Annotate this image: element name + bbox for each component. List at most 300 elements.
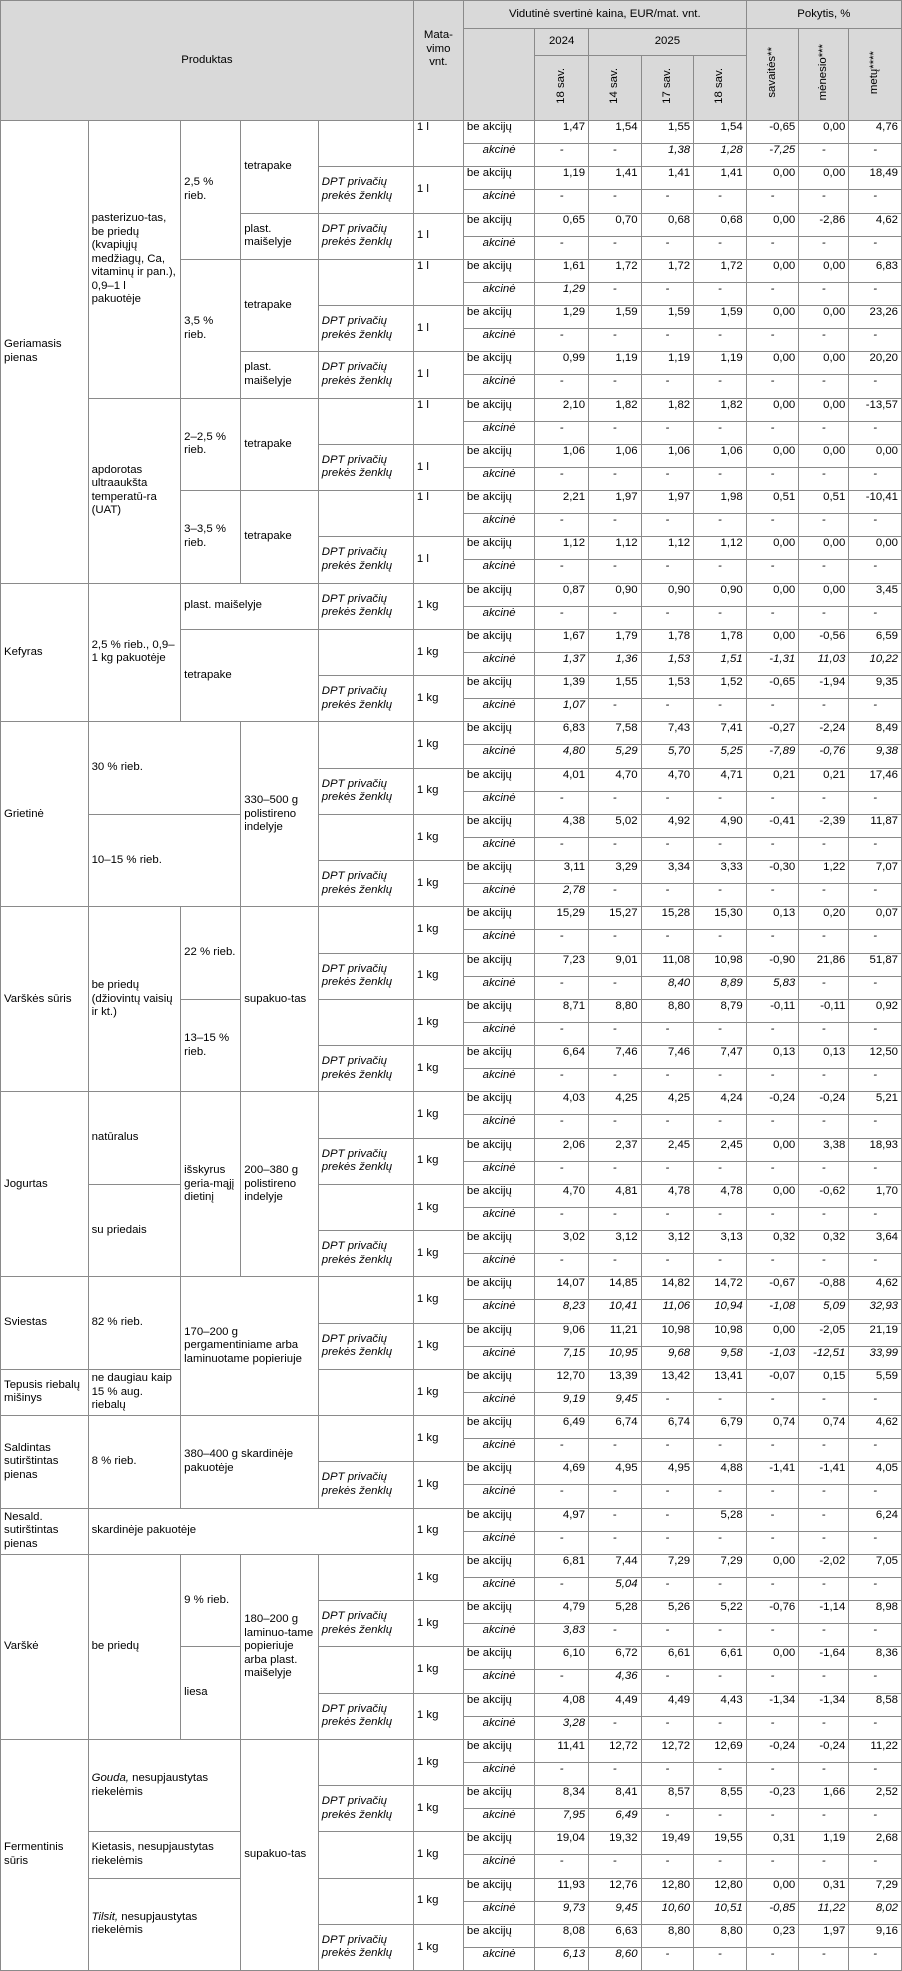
price-cell: - [535, 1161, 589, 1184]
price-cell: 4,49 [589, 1693, 642, 1716]
change-cell: - [799, 1716, 849, 1739]
change-cell: - [799, 1115, 849, 1138]
price-cell: 11,06 [641, 1300, 694, 1323]
price-cell: 4,78 [641, 1184, 694, 1207]
change-cell: 4,62 [849, 1416, 902, 1439]
price-cell: - [589, 930, 642, 953]
price-cell: 5,28 [694, 1508, 747, 1531]
price-type-label: akcinė [463, 699, 534, 722]
price-cell: - [589, 1716, 642, 1739]
change-cell: - [746, 375, 799, 398]
change-cell: -0,90 [746, 953, 799, 976]
brand-label: DPT privačių prekės ženklų [318, 1693, 413, 1739]
price-cell: - [535, 837, 589, 860]
unit-cell: 1 kg [413, 1138, 463, 1184]
change-cell: -0,11 [746, 999, 799, 1022]
brand-cell [318, 1832, 413, 1878]
change-cell: - [799, 1207, 849, 1230]
price-cell: 10,94 [694, 1300, 747, 1323]
price-type-label: be akcijų [463, 398, 534, 421]
price-type-label: be akcijų [463, 121, 534, 144]
price-cell: - [694, 884, 747, 907]
change-cell: 0,00 [746, 213, 799, 236]
pack-label: plast. maišelyje [241, 213, 319, 259]
brand-cell [318, 491, 413, 537]
change-cell: 9,38 [849, 745, 902, 768]
price-cell: 4,69 [535, 1462, 589, 1485]
header-unit: Mata-vimo vnt. [413, 1, 463, 121]
unit-cell: 1 kg [413, 1231, 463, 1277]
price-type-label: be akcijų [463, 491, 534, 514]
price-cell: 3,29 [589, 861, 642, 884]
brand-label: DPT privačių prekės ženklų [318, 1786, 413, 1832]
subgroup-label: be priedų (džiovintų vaisių ir kt.) [88, 907, 181, 1092]
change-cell: - [746, 1022, 799, 1045]
group-label: Sviestas [1, 1277, 89, 1370]
price-cell: 1,38 [641, 144, 694, 167]
unit-cell: 1 kg [413, 1878, 463, 1924]
price-cell: 10,95 [589, 1346, 642, 1369]
price-cell: - [694, 1947, 747, 1970]
price-cell: - [589, 144, 642, 167]
price-cell: 1,98 [694, 491, 747, 514]
change-cell: - [746, 1577, 799, 1600]
price-cell: 7,23 [535, 953, 589, 976]
price-cell: - [641, 1809, 694, 1832]
change-cell: 0,00 [799, 121, 849, 144]
unit-cell: 1 kg [413, 1832, 463, 1878]
price-type-label: be akcijų [463, 167, 534, 190]
price-cell: - [589, 190, 642, 213]
price-cell: - [589, 1161, 642, 1184]
price-cell: 7,46 [589, 1046, 642, 1069]
price-cell: 1,19 [694, 352, 747, 375]
price-cell: 9,01 [589, 953, 642, 976]
price-cell: 5,22 [694, 1601, 747, 1624]
unit-cell: 1 kg [413, 1647, 463, 1693]
change-cell: 3,45 [849, 583, 902, 606]
price-cell: - [589, 1762, 642, 1785]
price-cell: - [589, 375, 642, 398]
change-cell: -1,41 [746, 1462, 799, 1485]
price-type-label: be akcijų [463, 1554, 534, 1577]
fat-label: 22 % rieb. [181, 907, 241, 1000]
change-cell: - [849, 329, 902, 352]
change-cell: - [849, 282, 902, 305]
price-cell: - [535, 1115, 589, 1138]
price-cell: - [641, 282, 694, 305]
price-cell: - [694, 282, 747, 305]
change-cell: - [849, 144, 902, 167]
price-cell: 8,23 [535, 1300, 589, 1323]
price-cell: - [694, 1624, 747, 1647]
price-cell: 1,12 [694, 537, 747, 560]
price-type-label: akcinė [463, 1855, 534, 1878]
price-cell: 4,25 [641, 1092, 694, 1115]
unit-cell: 1 l [413, 306, 463, 352]
price-cell: 12,69 [694, 1739, 747, 1762]
change-cell: 0,00 [799, 352, 849, 375]
price-cell: - [694, 329, 747, 352]
table-row [1, 1554, 902, 1577]
unit-cell: 1 kg [413, 1739, 463, 1785]
price-cell: 2,78 [535, 884, 589, 907]
unit-cell: 1 l [413, 213, 463, 259]
price-cell: 19,04 [535, 1832, 589, 1855]
price-cell: - [535, 606, 589, 629]
change-cell: - [746, 1762, 799, 1785]
change-cell: -1,41 [799, 1462, 849, 1485]
change-cell: 0,00 [746, 259, 799, 282]
price-cell: 1,28 [694, 144, 747, 167]
change-cell: - [799, 1531, 849, 1554]
price-cell: - [694, 190, 747, 213]
price-cell: 6,61 [694, 1647, 747, 1670]
price-cell: - [641, 791, 694, 814]
change-cell: 1,22 [799, 861, 849, 884]
price-cell: - [589, 884, 642, 907]
header-price-group: Vidutinė svertinė kaina, EUR/mat. vnt. [463, 1, 746, 29]
price-cell: 11,08 [641, 953, 694, 976]
header-week: 17 sav. [641, 56, 694, 121]
change-cell: 0,31 [799, 1878, 849, 1901]
change-cell: 0,00 [849, 537, 902, 560]
brand-label: DPT privačių prekės ženklų [318, 768, 413, 814]
change-cell: -0,76 [746, 1601, 799, 1624]
change-cell: - [799, 1022, 849, 1045]
price-type-label: be akcijų [463, 1832, 534, 1855]
change-cell: - [849, 1022, 902, 1045]
change-cell: - [849, 930, 902, 953]
brand-label: DPT privačių prekės ženklų [318, 1138, 413, 1184]
price-cell: 13,42 [641, 1369, 694, 1392]
change-cell: - [746, 1485, 799, 1508]
price-cell: - [589, 699, 642, 722]
change-cell: 7,07 [849, 861, 902, 884]
price-cell: - [641, 1531, 694, 1554]
change-cell: - [746, 884, 799, 907]
price-type-label: akcinė [463, 375, 534, 398]
change-cell: - [746, 1809, 799, 1832]
unit-cell: 1 kg [413, 1323, 463, 1369]
price-cell: - [535, 791, 589, 814]
brand-cell [318, 259, 413, 305]
change-cell: 8,98 [849, 1601, 902, 1624]
price-type-label: be akcijų [463, 583, 534, 606]
change-cell: -0,07 [746, 1369, 799, 1392]
change-cell: -0,24 [746, 1739, 799, 1762]
change-cell: - [799, 514, 849, 537]
price-cell: 3,28 [535, 1716, 589, 1739]
price-cell: 1,97 [641, 491, 694, 514]
unit-cell: 1 l [413, 444, 463, 490]
price-cell: - [641, 1254, 694, 1277]
fat-label: 2–2,5 % rieb. [181, 398, 241, 491]
change-cell: -2,24 [799, 722, 849, 745]
price-cell: - [641, 930, 694, 953]
change-cell: - [849, 190, 902, 213]
price-cell: 0,90 [641, 583, 694, 606]
price-cell: 0,68 [641, 213, 694, 236]
header-week: 14 sav. [589, 56, 642, 121]
price-cell: - [694, 791, 747, 814]
price-cell: 7,43 [641, 722, 694, 745]
change-cell: 0,00 [799, 306, 849, 329]
price-cell: 2,06 [535, 1138, 589, 1161]
change-cell: 0,00 [799, 167, 849, 190]
change-cell: - [746, 1624, 799, 1647]
price-cell: - [641, 1439, 694, 1462]
price-cell: 3,11 [535, 861, 589, 884]
change-cell: -1,31 [746, 652, 799, 675]
change-cell: 1,19 [799, 1832, 849, 1855]
change-cell: -1,14 [799, 1601, 849, 1624]
price-cell: - [535, 1485, 589, 1508]
change-cell: - [799, 1508, 849, 1531]
unit-cell: 1 kg [413, 1462, 463, 1508]
price-cell: 9,45 [589, 1901, 642, 1924]
brand-cell [318, 907, 413, 953]
price-cell: 9,06 [535, 1323, 589, 1346]
price-cell: 1,29 [535, 282, 589, 305]
unit-cell: 1 kg [413, 1369, 463, 1415]
pack-label: 180–200 g laminuo-tame popieriuje arba plast. maišelyje [241, 1554, 319, 1739]
price-cell: 1,79 [589, 629, 642, 652]
change-cell: - [799, 329, 849, 352]
price-cell: 4,71 [694, 768, 747, 791]
price-cell: - [694, 236, 747, 259]
price-cell: 8,41 [589, 1786, 642, 1809]
header-change-group: Pokytis, % [746, 1, 901, 29]
change-cell: -0,62 [799, 1184, 849, 1207]
change-cell: - [799, 976, 849, 999]
brand-label: DPT privačių prekės ženklų [318, 352, 413, 398]
price-cell: - [694, 837, 747, 860]
price-cell: 1,97 [589, 491, 642, 514]
brand-label: DPT privačių prekės ženklų [318, 861, 413, 907]
price-cell: 2,10 [535, 398, 589, 421]
price-type-label: akcinė [463, 837, 534, 860]
price-cell: 1,39 [535, 676, 589, 699]
change-cell: 5,09 [799, 1300, 849, 1323]
change-cell: 8,36 [849, 1647, 902, 1670]
price-cell: 1,82 [589, 398, 642, 421]
change-cell: -1,34 [799, 1693, 849, 1716]
unit-cell: 1 kg [413, 1277, 463, 1323]
price-cell: - [641, 1207, 694, 1230]
group-label: Jogurtas [1, 1092, 89, 1277]
price-cell: 7,29 [694, 1554, 747, 1577]
price-cell: 1,12 [535, 537, 589, 560]
change-cell: - [849, 1947, 902, 1970]
change-cell: -2,02 [799, 1554, 849, 1577]
change-cell: 9,16 [849, 1924, 902, 1947]
change-cell: - [799, 1161, 849, 1184]
price-cell: 1,59 [589, 306, 642, 329]
change-cell: - [849, 1485, 902, 1508]
price-cell: 1,59 [694, 306, 747, 329]
price-cell: 1,12 [589, 537, 642, 560]
change-cell: - [799, 1670, 849, 1693]
table-row [1, 1832, 902, 1855]
price-cell: 7,29 [641, 1554, 694, 1577]
price-cell: - [641, 1624, 694, 1647]
price-type-label: akcinė [463, 1161, 534, 1184]
price-cell: - [535, 421, 589, 444]
change-cell: - [746, 837, 799, 860]
group-label: Geriamasis pienas [1, 121, 89, 584]
price-cell: - [589, 791, 642, 814]
unit-cell: 1 kg [413, 1416, 463, 1462]
change-cell: 1,70 [849, 1184, 902, 1207]
change-cell: - [849, 1762, 902, 1785]
price-type-label: be akcijų [463, 1416, 534, 1439]
change-cell: 32,93 [849, 1300, 902, 1323]
price-cell: 1,06 [641, 444, 694, 467]
price-type-label: be akcijų [463, 1647, 534, 1670]
price-cell: 1,36 [589, 652, 642, 675]
change-cell: -1,08 [746, 1300, 799, 1323]
change-cell: 0,00 [746, 537, 799, 560]
price-cell: 4,43 [694, 1693, 747, 1716]
change-cell: 6,24 [849, 1508, 902, 1531]
price-cell: 7,58 [589, 722, 642, 745]
change-cell: - [849, 837, 902, 860]
price-cell: 12,70 [535, 1369, 589, 1392]
change-cell: - [746, 606, 799, 629]
change-cell: 9,35 [849, 676, 902, 699]
brand-label: DPT privačių prekės ženklų [318, 1323, 413, 1369]
price-cell: 4,03 [535, 1092, 589, 1115]
change-cell: - [799, 560, 849, 583]
change-cell: 0,31 [746, 1832, 799, 1855]
subgroup-label: su priedais [88, 1184, 181, 1277]
change-cell: - [799, 144, 849, 167]
unit-cell: 1 l [413, 398, 463, 444]
price-cell: - [641, 1485, 694, 1508]
table-row [1, 1878, 902, 1901]
change-cell: - [849, 1069, 902, 1092]
price-type-label: be akcijų [463, 306, 534, 329]
price-type-label: akcinė [463, 1531, 534, 1554]
price-cell: 5,02 [589, 814, 642, 837]
price-cell: 1,41 [641, 167, 694, 190]
change-cell: - [746, 699, 799, 722]
price-cell: 6,63 [589, 1924, 642, 1947]
price-cell: 1,52 [694, 676, 747, 699]
change-cell: 0,00 [746, 167, 799, 190]
price-cell: - [589, 1207, 642, 1230]
price-cell: - [535, 1670, 589, 1693]
change-cell: - [849, 375, 902, 398]
price-cell: 1,54 [589, 121, 642, 144]
change-cell: -0,88 [799, 1277, 849, 1300]
pack-label: supakuo-tas [241, 1739, 319, 1970]
header-week: 18 sav. [694, 56, 747, 121]
change-cell: - [799, 1855, 849, 1878]
price-cell: - [535, 375, 589, 398]
brand-cell [318, 1416, 413, 1462]
change-cell: - [746, 467, 799, 490]
change-cell: - [746, 1392, 799, 1415]
price-cell: 19,55 [694, 1832, 747, 1855]
price-cell: - [694, 1254, 747, 1277]
unit-cell: 1 kg [413, 1786, 463, 1832]
price-type-label: akcinė [463, 1762, 534, 1785]
price-cell: - [641, 606, 694, 629]
group-label: Fermentinis sūris [1, 1739, 89, 1970]
change-cell: 0,00 [799, 398, 849, 421]
change-cell: 51,87 [849, 953, 902, 976]
price-cell: 0,68 [694, 213, 747, 236]
price-cell: - [589, 421, 642, 444]
price-cell: 4,38 [535, 814, 589, 837]
unit-cell: 1 kg [413, 1092, 463, 1138]
brand-label: DPT privačių prekės ženklų [318, 583, 413, 629]
brand-label: DPT privačių prekės ženklų [318, 1601, 413, 1647]
price-cell: 8,08 [535, 1924, 589, 1947]
price-type-label: akcinė [463, 1670, 534, 1693]
price-type-label: akcinė [463, 976, 534, 999]
change-cell: -1,34 [746, 1693, 799, 1716]
header-year-2024: 2024 [535, 29, 589, 56]
price-cell: 8,89 [694, 976, 747, 999]
price-cell: - [641, 329, 694, 352]
price-type-label: akcinė [463, 606, 534, 629]
price-cell: 4,70 [535, 1184, 589, 1207]
unit-cell: 1 l [413, 537, 463, 583]
subgroup-label [88, 1878, 241, 1971]
price-cell: 15,30 [694, 907, 747, 930]
price-type-label: akcinė [463, 652, 534, 675]
table-row [1, 907, 902, 930]
fat-label: 13–15 % rieb. [181, 999, 241, 1092]
price-cell: 8,55 [694, 1786, 747, 1809]
price-cell: 5,28 [589, 1601, 642, 1624]
brand-cell [318, 999, 413, 1045]
price-cell: 6,72 [589, 1647, 642, 1670]
price-cell: - [535, 514, 589, 537]
price-cell: 1,19 [589, 352, 642, 375]
table-row [1, 1416, 902, 1439]
brand-label: DPT privačių prekės ženklų [318, 444, 413, 490]
price-cell: - [535, 1254, 589, 1277]
price-type-label: akcinė [463, 1809, 534, 1832]
brand-label: DPT privačių prekės ženklų [318, 1231, 413, 1277]
price-type-label: be akcijų [463, 1601, 534, 1624]
change-cell: - [849, 1254, 902, 1277]
price-cell: 6,74 [589, 1416, 642, 1439]
price-cell: - [641, 884, 694, 907]
price-cell: 7,46 [641, 1046, 694, 1069]
change-cell: 4,62 [849, 1277, 902, 1300]
price-cell: - [589, 1855, 642, 1878]
price-type-label: akcinė [463, 1022, 534, 1045]
group-label: Saldintas sutirštintas pienas [1, 1416, 89, 1509]
unit-cell: 1 kg [413, 999, 463, 1045]
change-cell: - [799, 375, 849, 398]
price-cell: - [535, 976, 589, 999]
price-type-label: akcinė [463, 421, 534, 444]
change-cell: 5,21 [849, 1092, 902, 1115]
price-type-label: be akcijų [463, 1369, 534, 1392]
change-cell: 0,32 [799, 1231, 849, 1254]
change-cell: - [799, 1762, 849, 1785]
change-cell: - [849, 1531, 902, 1554]
subgroup-label: Kietasis, nesupjaustytas riekelėmis [88, 1832, 241, 1878]
price-cell: 10,98 [694, 1323, 747, 1346]
price-cell: 8,71 [535, 999, 589, 1022]
